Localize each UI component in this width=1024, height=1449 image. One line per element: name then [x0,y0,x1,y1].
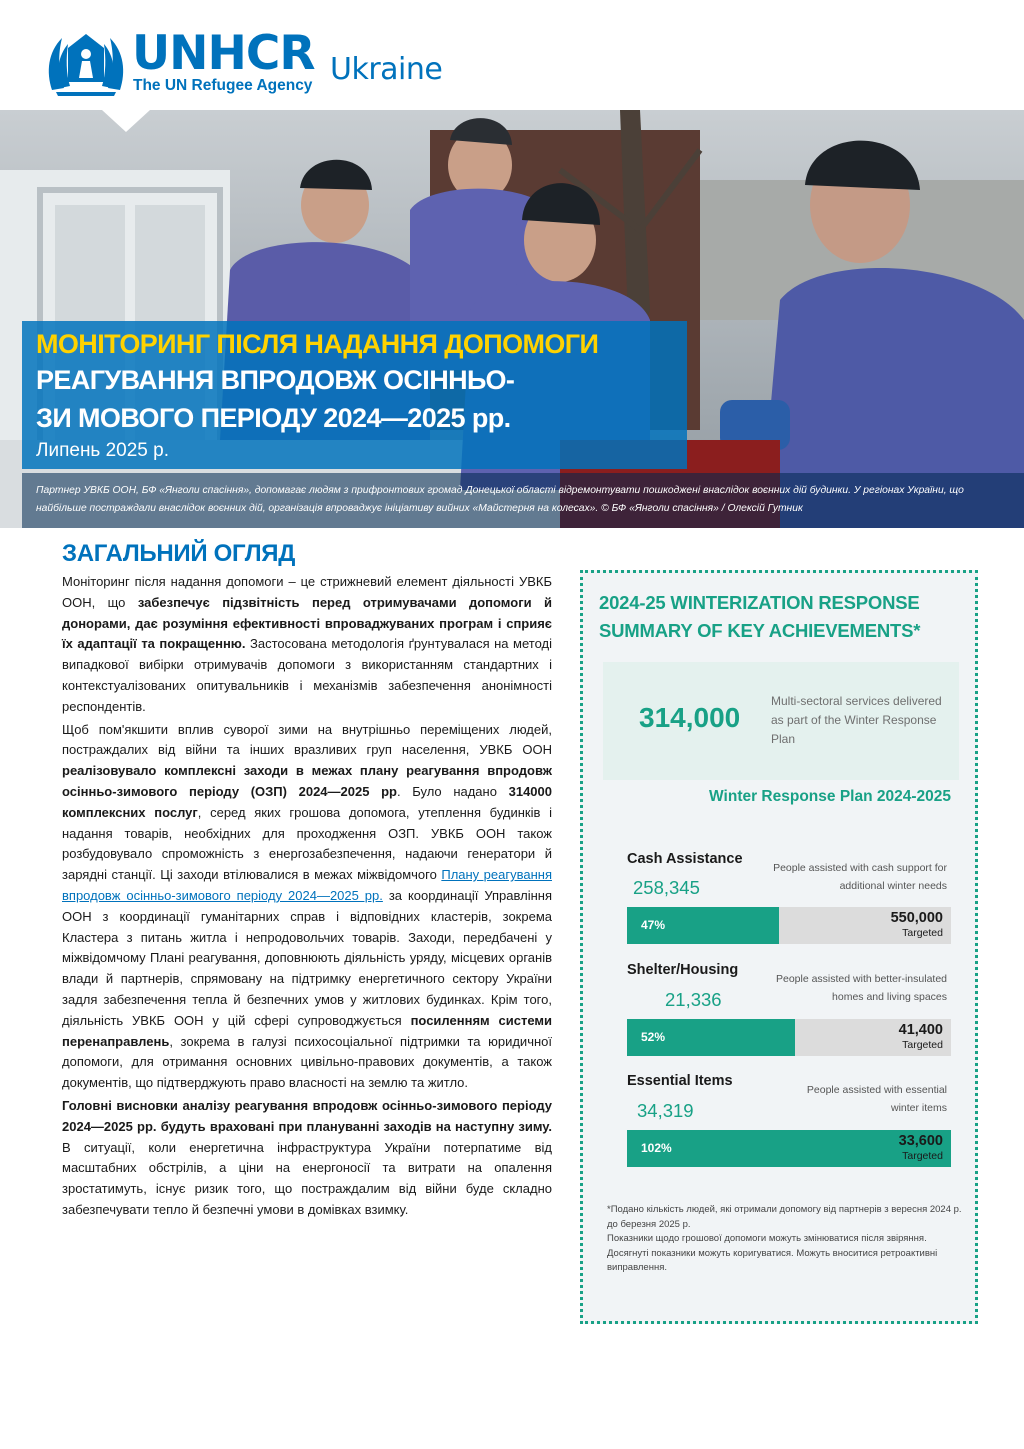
summary-title: 2024-25 WINTERIZATION RESPONSE SUMMARY OF KEY ACHIEVEMENTS* [599,592,921,641]
progress-pct-cash: 47% [641,918,666,932]
summary-panel [580,570,978,1324]
category-value-shelter: 21,336 [665,989,722,1010]
progress-pct-shelter: 52% [641,1030,666,1044]
overview-paragraph-1 [62,572,552,718]
brand-tagline: The UN Refugee Agency [133,77,313,94]
category-value-items: 34,319 [637,1100,694,1121]
target-shelter [899,1022,943,1052]
hero-title-box [22,321,687,469]
category-name-shelter: Shelter/Housing [627,962,739,978]
plan-title: Winter Response Plan 2024-2025 [709,788,951,805]
category-desc-cash: People assisted with cash support for additional winter needs [773,862,947,892]
hero-title-line1: МОНІТОРИНГ ПІСЛЯ НАДАННЯ ДОПОМОГИ [36,329,599,359]
category-desc-items: People assisted with essential winter items [806,1084,947,1114]
target-cash [891,910,943,940]
footnote-3: Досягнуті показники можуть коригуватися. Можуть вноситися ретроактивні виправлення. [607,1247,938,1274]
summary-footnote [607,1203,963,1276]
target-label-shelter: Targeted [902,1039,943,1051]
footnote-2: Показники щодо грошової допомоги можуть змінюватися після звіряння. [607,1233,927,1245]
photo-caption-box [22,473,1024,528]
total-services-value: 314,000 [639,702,741,733]
progress-bar-cash [627,907,951,944]
progress-bar-shelter [627,1019,951,1056]
text-span: Щоб пом'якшити вплив суворої зими на внутрішньо переміщених людей, постраждалих від війни та інших вразливих груп населення, УВКБ ООН [62,721,552,758]
hero-date: Липень 2025 р. [36,440,169,461]
text-span: . Було надано [396,783,509,799]
text-span: , серед яких грошова допомога, утеплення будинків і надання товарів, необхідних для проходження ОЗП. УВКБ ООН також розбудовувало спроможність з енергозабезпечення, надаючи генератори й зарядні станції. Ці заходи втілювалися в межах міжвідомчого [62,804,552,883]
progress-bar-items [627,1130,951,1167]
overview-paragraph-3 [62,1096,552,1221]
target-label-items: Targeted [902,1150,943,1162]
text-span: В ситуації, коли енергетична інфраструктура України потерпатиме від масштабних обстрілів, а ціни на енергоносії та витрати на опалення зростатимуть, існує ризик того, що постраждалим від війни буде складно забезпечувати тепло й безпечні умови в домівках взимку. [62,1139,552,1217]
total-services-box [603,662,959,780]
total-services-desc: Multi-sectoral services delivered as part of the Winter Response Plan [771,694,942,746]
footnote-1: *Подано кількість людей, які отримали допомогу від партнерів з вересня 2024 р. до березня 2025 р. [607,1204,962,1230]
bold-span: 314000 комплексних послуг [62,783,552,820]
target-items [899,1133,943,1163]
header [0,0,1024,110]
winter-plan-link[interactable]: Плану реагування впродовж осінньо-зимового періоду 2024—2025 рр. [62,867,552,903]
photo-caption: Партнер УВКБ ООН, БФ «Янголи спасіння», допомагає людям з прифронтових громад Донецької області відремонтувати пошкоджені внаслідок воєнних дій будинки. У регіонах України, що найбільше постраждали внаслідок воєнних дій, організація впроваджує ініціативу вийних «Майстерня на колесах». © БФ «Янголи спасіння» / Олексій Гутник [36,485,964,514]
overview-section [62,540,552,1223]
bold-span: реалізовувало комплексні заходи в межах плану реагування впродовж осінньо-зимового періоду (ОЗП) 2024—2025 рр [62,763,552,799]
text-span: за координації Управління ООН з координації гуманітарних справ і відповідних кластерів, зокрема Кластера з питань житла і непродовольчих товарів. Заходи, передбачені у міжвідомчому Плані реагування, доповнюють діяльність уряду, місцевих органів влади й партнерів, спрямовану на підтримку енергетичного сектору України задля забезпечення тепла й безпечних умов у житлових будинках. Крім того, діяльність УВКБ ООН у цій сфері супроводжується [62,887,553,1028]
unhcr-emblem-icon [46,28,126,98]
target-label-cash: Targeted [902,927,943,939]
brand-country: Ukraine [330,52,443,87]
text-span: , зокрема в галузі психосоціальної підтримки та юридичної допомоги, для отримання основних цивільно-правових документів, а також документів, що підтверджують право власності на землю та житло. [62,1033,552,1091]
bold-span: посиленням системи перенаправлень [62,1012,552,1049]
hero-title-line2: РЕАГУВАННЯ ВПРОДОВЖ ОСІННЬО- [36,365,515,395]
target-value-shelter: 41,400 [898,1022,943,1038]
target-value-cash: 550,000 [890,910,943,926]
bold-span: забезпечує підзвітність перед отримувачами допомоги й донорами, дає розуміння ефективності впроваджуваних програм і сприяє їх адаптації та покращенню. [62,594,552,652]
hero-title-line3: ЗИ МОВОГО ПЕРІОДУ 2024—2025 рр. [36,403,511,433]
category-desc-shelter: People assisted with better-insulated homes and living spaces [775,973,947,1003]
category-name-cash: Cash Assistance [627,851,743,867]
text-span: Моніторинг після надання допомоги – це стрижневий елемент діяльності УВКБ ООН, що [62,574,552,610]
header-notch [102,110,150,132]
bold-span: Головні висновки аналізу реагування впродовж осінньо-зимового періоду 2024—2025 рр. будуть враховані при плануванні заходів на наступну зиму. [62,1097,552,1134]
progress-pct-items: 102% [641,1141,672,1155]
category-name-items: Essential Items [627,1073,733,1089]
overview-paragraph-2 [62,720,552,1094]
category-value-cash: 258,345 [633,877,700,898]
text-span: Застосована методологія ґрунтувалася на методі випадкової вибірки отримувачів допомоги з використанням стандартних і контекстуалізованих опитувальників і механізмів забезпечення анонімності респондентів. [62,636,553,714]
target-value-items: 33,600 [898,1133,943,1149]
overview-title: ЗАГАЛЬНИЙ ОГЛЯД [62,540,296,567]
brand-name: UNHCR [132,26,315,81]
